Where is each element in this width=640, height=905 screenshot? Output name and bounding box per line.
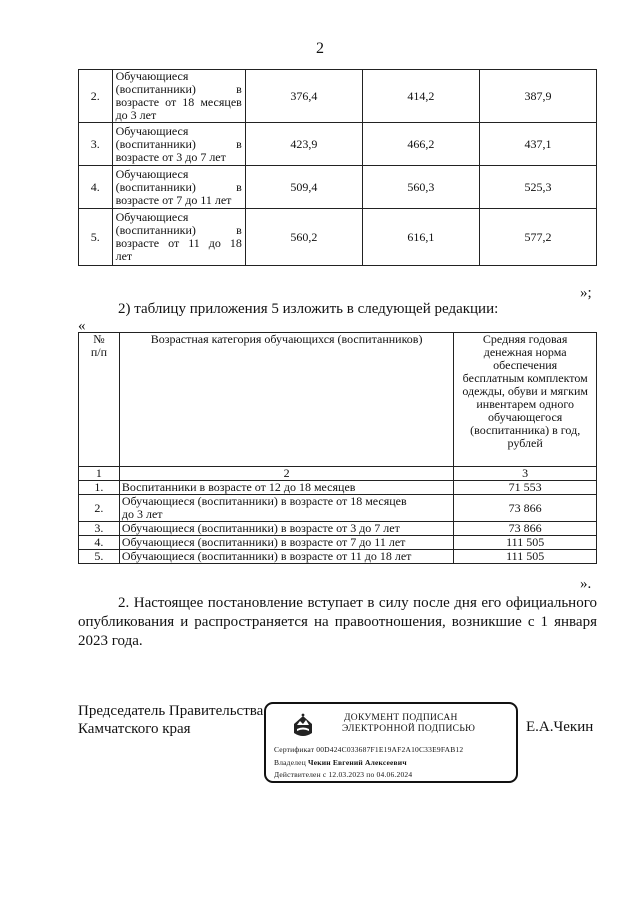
row-value: 466,2: [362, 123, 479, 166]
row-norm-value: 111 505: [454, 550, 597, 564]
stamp-validity: Действителен с 12.03.2023 по 04.06.2024: [274, 770, 413, 779]
open-quote: «: [78, 318, 86, 334]
row-category: [112, 209, 245, 266]
header-num-line: №: [93, 332, 105, 346]
category-line: до 3 лет: [115, 108, 157, 122]
category-line: возрасте от 11 до 18: [115, 236, 242, 250]
page-number: 2: [316, 40, 324, 57]
row-value: 423,9: [245, 123, 362, 166]
table1-row: [79, 123, 597, 166]
row-category: [119, 522, 454, 536]
row-number: 3.: [79, 123, 113, 166]
row-number: 5.: [79, 209, 113, 266]
stamp-owner-name: Чекин Евгений Алексеевич: [307, 758, 407, 767]
table1-row: [79, 166, 597, 209]
header-norm-line: Средняя годовая: [482, 332, 568, 346]
para2-line: 2023 года.: [78, 633, 143, 649]
category-line: возрасте от 3 до 7 лет: [115, 149, 226, 164]
row-value: 525,3: [479, 166, 596, 209]
row-number: 5.: [79, 550, 120, 564]
row-number: 2.: [79, 70, 113, 123]
category-line: Обучающиеся (воспитанники) в возрасте от 11 до 18 лет: [121, 549, 412, 563]
category-line: Обучающиеся (воспитанники) в возрасте от 18 месяцев: [121, 494, 407, 508]
electronic-signature-stamp: [264, 702, 518, 783]
table2-row: [79, 536, 597, 550]
table-tariffs: [78, 69, 597, 266]
row-norm-value: 71 553: [454, 481, 597, 495]
header-norm-line: денежная норма: [483, 345, 567, 359]
row-value: 437,1: [479, 123, 596, 166]
category-line: Обучающиеся (воспитанники) в возрасте от 3 до 7 лет: [121, 521, 400, 535]
table2-header-row: [79, 333, 597, 467]
para2-text: 2. Настоящее постановление вступает в силу после дня его официального: [118, 595, 597, 611]
category-line: возрасте от 18 месяцев: [115, 95, 242, 109]
stamp-heading: ЭЛЕКТРОННОЙ ПОДПИСЬЮ: [342, 724, 476, 734]
row-number: 2.: [79, 495, 120, 522]
category-line: (воспитанники) в: [115, 136, 242, 151]
table1-row: [79, 209, 597, 266]
row-category: [112, 70, 245, 123]
header-norm-line: (воспитанника) в год,: [470, 423, 581, 437]
category-line: Обучающиеся: [115, 166, 189, 181]
index-cell: 3: [454, 467, 597, 481]
index-cell: 2: [119, 467, 454, 481]
header-norm-line: обеспечения: [493, 358, 558, 372]
table1-row: [79, 70, 597, 123]
category-line: (воспитанники) в: [115, 179, 242, 194]
row-number: 4.: [79, 536, 120, 550]
row-category: [119, 481, 454, 495]
row-category: [112, 123, 245, 166]
signatory-title: [78, 702, 263, 738]
signatory-title-line: Камчатского края: [78, 721, 191, 737]
row-category: [119, 495, 454, 522]
row-value: 387,9: [479, 70, 596, 123]
row-category: [119, 550, 454, 564]
para2-line: [78, 594, 597, 613]
header-category-col: Возрастная категория обучающихся (воспитанников): [119, 333, 454, 467]
category-line: (воспитанники) в: [115, 223, 242, 237]
category-line: Обучающиеся: [115, 123, 189, 138]
row-number: 3.: [79, 522, 120, 536]
row-norm-value: 73 866: [454, 495, 597, 522]
index-cell: 1: [79, 467, 120, 481]
header-norm-line: инвентарем одного: [476, 397, 574, 411]
stamp-heading: ДОКУМЕНТ ПОДПИСАН: [344, 713, 458, 723]
table2-row: [79, 550, 597, 564]
category-line: (воспитанники) в: [115, 82, 242, 96]
header-norm-line: одежды, обуви и мягким: [462, 384, 588, 398]
para2-line: опубликования и распространяется на правоотношения, возникшие с 1 января: [78, 614, 597, 630]
table-annex-5: [78, 332, 597, 564]
row-category: [119, 536, 454, 550]
header-norm-line: бесплатным комплектом: [462, 371, 588, 385]
table1-closing-quote: »;: [580, 285, 592, 301]
table2-index-row: [79, 467, 597, 481]
stamp-owner-label: Владелец: [274, 758, 306, 767]
kamchatka-emblem-icon: [292, 713, 314, 739]
header-norm-col: [454, 333, 597, 467]
row-norm-value: 73 866: [454, 522, 597, 536]
signatory-name: Е.А.Чекин: [526, 719, 594, 735]
table2-row: [79, 481, 597, 495]
header-num-col: [79, 333, 120, 467]
category-line: лет: [115, 249, 133, 263]
header-num-line: п/п: [90, 345, 108, 359]
category-line: возрасте от 7 до 11 лет: [115, 192, 232, 207]
header-norm-line: рублей: [507, 436, 543, 450]
row-value: 560,2: [245, 209, 362, 266]
row-value: 560,3: [362, 166, 479, 209]
row-number: 1.: [79, 481, 120, 495]
table2-row: [79, 522, 597, 536]
category-line: Обучающиеся (воспитанники) в возрасте от 7 до 11 лет: [121, 535, 406, 549]
table2-row: [79, 495, 597, 522]
signatory-title-line: Председатель Правительства: [78, 703, 264, 719]
header-norm-line: обучающегося: [488, 410, 563, 424]
row-value: 376,4: [245, 70, 362, 123]
category-line: Обучающиеся: [115, 69, 189, 83]
stamp-certificate: Сертификат 00D424C033687F1E19AF2A10C33E9FAB12: [274, 745, 464, 754]
row-value: 509,4: [245, 166, 362, 209]
row-value: 577,2: [479, 209, 596, 266]
category-line: до 3 лет: [121, 507, 163, 521]
item-2-paragraph: 2) таблицу приложения 5 изложить в следующей редакции:: [118, 301, 499, 317]
row-category: [112, 166, 245, 209]
stamp-owner: [274, 758, 407, 767]
table2-closing-quote: ».: [580, 576, 592, 592]
row-value: 616,1: [362, 209, 479, 266]
row-value: 414,2: [362, 70, 479, 123]
row-number: 4.: [79, 166, 113, 209]
category-line: Воспитанники в возрасте от 12 до 18 месяцев: [121, 480, 356, 494]
row-norm-value: 111 505: [454, 536, 597, 550]
category-line: Обучающиеся: [115, 210, 189, 224]
